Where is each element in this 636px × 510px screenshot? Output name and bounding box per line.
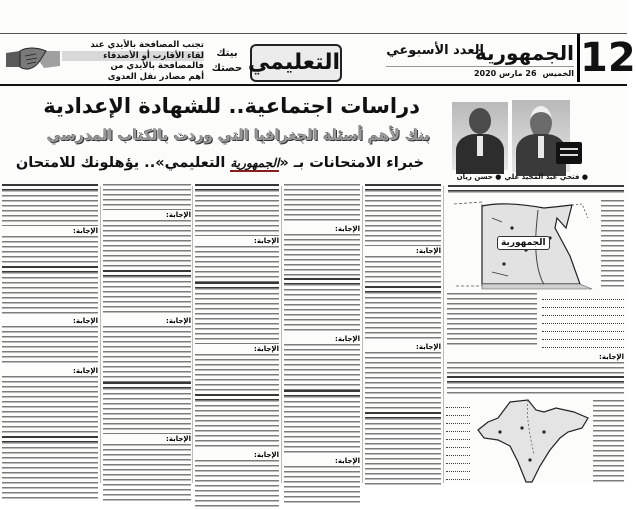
column-rule [443, 186, 444, 483]
main-headline: دراسات اجتماعية.. للشهادة الإعدادية [43, 94, 420, 118]
answer-list [542, 292, 624, 348]
answer-label: الإجابة: [254, 451, 279, 459]
top-border [0, 33, 627, 34]
date-strip [386, 66, 574, 81]
text-block [2, 272, 98, 316]
text-column [365, 184, 441, 483]
text-block [284, 234, 360, 278]
text-block [195, 190, 279, 236]
text-block [103, 326, 191, 382]
text-block [365, 190, 441, 246]
text-block [2, 326, 98, 366]
answer-label: الإجابة: [166, 435, 191, 443]
edition-label: العدد الأسبوعي [386, 43, 484, 58]
answer-label: الإجابة: [166, 317, 191, 325]
notice-line: لقاء الأقارب أو الأصدقاء [62, 51, 204, 62]
supervision-badge [556, 142, 582, 164]
page-number: 12 [577, 34, 628, 82]
text-column [284, 184, 360, 483]
answer-label: الإجابة: [254, 237, 279, 245]
author-shirt [477, 136, 483, 156]
text-block [365, 256, 441, 286]
text-block [103, 444, 191, 504]
text-block [195, 400, 279, 450]
slogan-line: حصتك [211, 63, 243, 74]
answer-label: الإجابة: [73, 317, 98, 325]
subhead-text: التعليمي».. يؤهلونك للامتحان [15, 155, 231, 171]
text-block [195, 288, 279, 344]
india-map [470, 398, 592, 483]
text-column [447, 352, 624, 394]
section-title: التعليمي [250, 44, 342, 82]
author-shirt [538, 136, 544, 158]
text-block [2, 442, 98, 502]
text-block [365, 292, 441, 342]
answer-label: الإجابة: [73, 367, 98, 375]
text-column [2, 184, 98, 483]
map-watermark: الجمهورية [497, 236, 550, 250]
header-rule [0, 84, 627, 86]
text-block [195, 246, 279, 282]
issue-day: الخميس [542, 69, 574, 78]
text-block [2, 190, 98, 226]
issue-date: 26 مارس 2020 [473, 69, 537, 78]
answer-label: الإجابة: [335, 335, 360, 343]
text-block [284, 466, 360, 506]
subheadline [8, 150, 432, 176]
text-block [103, 388, 191, 434]
answer-label: الإجابة: [166, 211, 191, 219]
kicker-headline: بنك لأهم أسئلة الجغرافيا التي وردت بالكتاب المدرسي [46, 128, 430, 144]
answer-label: الإجابة: [335, 225, 360, 233]
column-rule [362, 186, 363, 483]
text-block [365, 418, 441, 488]
text-block [284, 184, 360, 224]
text-block [103, 184, 191, 210]
text-column [195, 184, 279, 483]
answer-label: الإجابة: [335, 457, 360, 465]
text-block [447, 382, 624, 394]
text-block [195, 354, 279, 394]
answer-label: الإجابة: [254, 345, 279, 353]
newspaper-logo: الجمهورية [474, 41, 574, 65]
answer-label: الإجابة: [73, 227, 98, 235]
text-block [2, 376, 98, 436]
text-block [448, 191, 624, 196]
column-rule [192, 186, 193, 483]
column-rule [281, 186, 282, 483]
text-block [601, 200, 624, 288]
text-block [447, 293, 537, 347]
author-caption: ● فتحي عبد المجيد علي [512, 172, 588, 182]
text-block [284, 284, 360, 334]
text-block [103, 276, 191, 316]
notice-line: أهم مصادر نقل العدوى [107, 71, 204, 82]
notice-line: تجنب المصافحة بالأيدي عند [90, 40, 204, 50]
text-block [284, 344, 360, 390]
text-block [365, 352, 441, 412]
slogan [206, 46, 248, 80]
text-block [103, 220, 191, 270]
text-block [2, 236, 98, 266]
author-photo [452, 102, 508, 170]
text-block [447, 362, 624, 376]
text-block [593, 400, 624, 483]
answer-list [446, 400, 470, 480]
notice-line: فالمصافحة بالأيدي من [110, 61, 204, 71]
answer-label: الإجابة: [599, 353, 624, 361]
answer-label: الإجابة: [416, 343, 441, 351]
handshake-icon [6, 40, 60, 80]
text-block [284, 396, 360, 456]
author-head [469, 108, 491, 134]
health-notice [62, 40, 204, 82]
subhead-brand: الجمهورية [230, 156, 280, 170]
column-rule [100, 186, 101, 483]
text-block [195, 460, 279, 510]
slogan-line: بيتك [216, 48, 238, 59]
subhead-text: خبراء الامتحانات بـ « [279, 155, 425, 171]
text-column [103, 184, 191, 483]
answer-label: الإجابة: [416, 247, 441, 255]
author-caption: ● حسن ريان [450, 172, 508, 182]
